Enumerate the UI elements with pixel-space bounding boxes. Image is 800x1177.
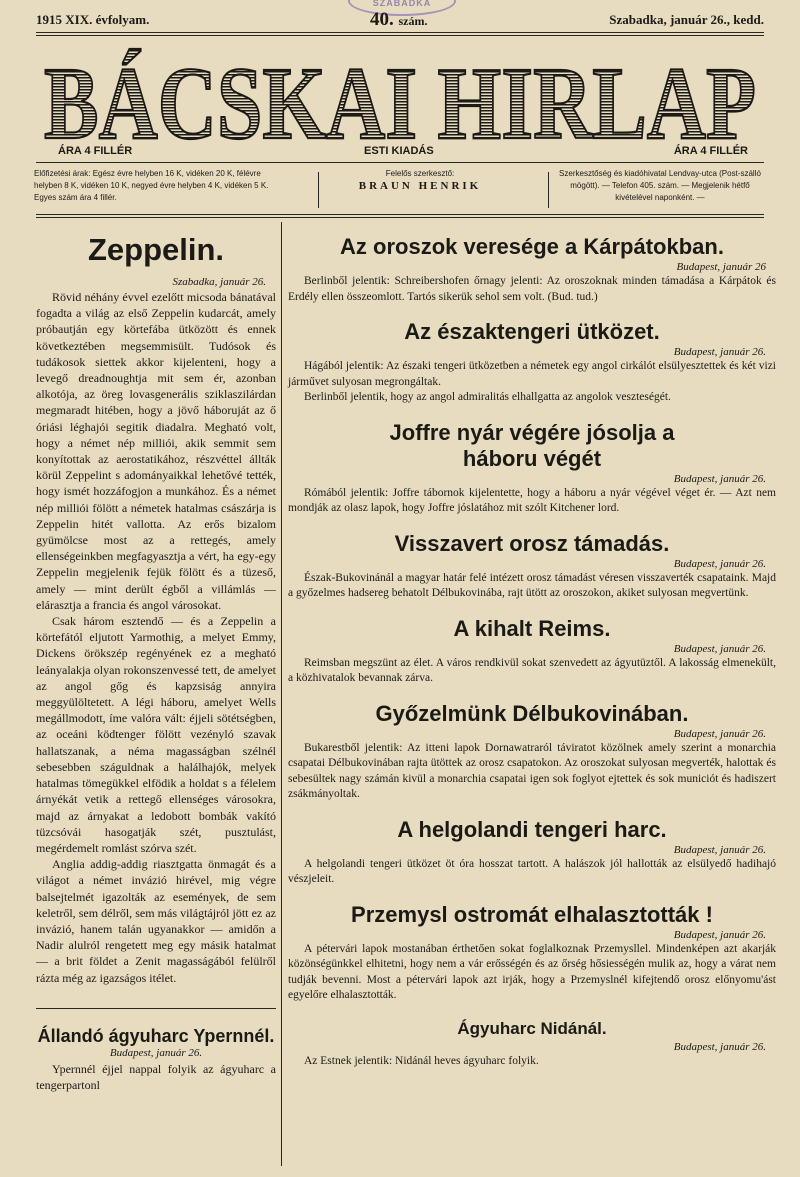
article-joffre — [288, 420, 776, 517]
article-paragraph: Anglia addig-addig riasztgatta önmagát és a világot a német invázió hirével, mig végre balsejtelmét igazolták az események, de sem keletről, sem délről, sem más világtájról jött ez az invázió, hanem talán ugyanakkor — amidőn a Nadir alulról rengetett meg egy másik hatalmat — a brit földet a Zenit magasságából felülről rázta még az igazságos itélet. — [36, 857, 276, 985]
rule-info — [36, 214, 764, 215]
rule-info-2 — [36, 217, 764, 218]
article-nida — [288, 1018, 776, 1070]
left-separator — [36, 1008, 276, 1009]
article-dateline: Budapest, január 26. — [673, 1040, 766, 1053]
article-paragraph: Bukarestből jelentik: Az itteni lapok Dornawatraról táviratot közölnek amely szerint a monarchia csapatai Délbukovinában rajta ütöttek az orosz csapatokon. Az oroszokat sulyosan megverték, halottak és sebesültek nagy számán kivül a monarchia csapatai igen sok foglyot ejtettek és sok municiót és hadiszert zsákmányoltak. — [288, 741, 776, 800]
article-visszavert — [288, 531, 776, 602]
column-separator — [281, 222, 282, 1166]
article-ypern — [36, 1025, 276, 1093]
article-przemysl — [288, 902, 776, 1004]
article-paragraph: Észak-Bukovinánál a magyar határ felé intézett orosz támadást véresen visszaverték csapataink. Majd a győzelmes hadsereg behatolt Délbukovinába, rajt ütött az oroszokon, akiket sulyosan megvertünk. — [288, 571, 776, 599]
article-title: Visszavert orosz támadás. — [394, 530, 670, 556]
article-title: Zeppelin. — [87, 232, 225, 267]
article-paragraph: Rómából jelentik: Joffre tábornok kijelentette, hogy a háboru a nyár végével véget ér. — Azt nem mondják az olasz lapok, hogy Joffre jóslatához mit szólt Kitchener lord. — [288, 486, 776, 514]
article-title: Joffre nyár végére jósolja a háboru végét — [389, 419, 675, 471]
editor-info — [320, 168, 520, 192]
office-info: Szerkesztőség és kiadóhivatal Lendvay-utca (Post-szálló mögött). — Telefon 405. szám. — Megjelenik hétfő kivételével naponként. — — [559, 169, 761, 202]
article-paragraph: A pétervári lapok mostanában érthetően sokat foglalkoznak Przemysllel. Mindenképen azt akarják közönségünkkel elhitetni, hogy nem a vár erősségén és az őrség hősiességén mulik az, hogy a várat nem tudják bevenni. Most a pétervári lapok azt irják, hogy a Przemyslnél kifejtendő orosz előnyomu'ást egyelőre elhalasztották. — [288, 942, 776, 1001]
masthead — [40, 38, 760, 146]
place-date: Szabadka, január 26., kedd. — [609, 12, 764, 27]
price-left: ÁRA 4 FILLÉR — [58, 145, 133, 157]
article-paragraph: Ypernnél éjjel nappal folyik az ágyuharc a tengerpartonl — [36, 1061, 276, 1092]
library-stamp: SZABADKA — [348, 0, 456, 16]
article-title: Állandó ágyuharc Ypernnél. — [37, 1025, 275, 1046]
article-title: A kihalt Reims. — [453, 615, 611, 641]
article-dateline: Budapest, január 26. — [673, 727, 766, 740]
right-column — [288, 234, 776, 1083]
article-dateline: Budapest, január 26. — [673, 642, 766, 655]
article-title: A helgolandi tengeri harc. — [397, 816, 667, 842]
article-dateline: Szabadka, január 26. — [172, 276, 266, 288]
subscription-info: Előfizetési árak: Egész évre helyben 16 K, vidéken 20 K, félévre helyben 8 K, vidéken 10 K, negyed évre helyben 4 K, vidéken 5 K. Egyes szám ára 4 fillér. — [34, 169, 269, 202]
rule-top — [36, 32, 764, 33]
price-right: ÁRA 4 FILLÉR — [673, 145, 748, 157]
article-title: Przemysl ostromát elhalasztották ! — [351, 901, 713, 927]
article-title: Győzelmünk Délbukovinában. — [375, 700, 689, 726]
article-title: Az északtengeri ütközet. — [404, 319, 660, 344]
info-separator-1 — [318, 172, 319, 208]
article-paragraph: Hágából jelentik: Az északi tengeri ütközetben a németek egy angol cirkálót elsülyesztettek és két vizi járművet sulyosan megrongáltak. — [288, 360, 776, 388]
masthead-logo — [40, 38, 760, 146]
left-column — [36, 226, 276, 1107]
editor-label: Felelős szerkesztő: — [385, 169, 455, 178]
rule-edition — [36, 162, 764, 163]
masthead-title: BÁCSKAI HIRLAP — [44, 46, 756, 146]
article-dateline: Budapest, január 26. — [673, 557, 766, 570]
article-paragraph: Berlinből jelentik, hogy az angol admiralitás elhallgatta az angolok veszteségét. — [304, 391, 671, 403]
edition-bar — [36, 145, 764, 163]
edition-label: ESTI KIADÁS — [364, 145, 434, 157]
article-reims — [288, 616, 776, 687]
top-line — [36, 9, 764, 32]
article-title: Az oroszok veresége a Kárpátokban. — [340, 234, 724, 259]
editor-name: BRAUN HENRIK — [358, 180, 482, 192]
article-delbukovina — [288, 701, 776, 803]
article-dateline: Budapest, január 26. — [109, 1046, 203, 1059]
article-zeppelin — [36, 232, 276, 986]
info-bar — [34, 168, 766, 208]
article-karpatok — [288, 234, 776, 305]
article-dateline: Budapest, január 26. — [673, 472, 766, 485]
article-paragraph: A helgolandi tengeri ütközet öt óra hosszat tartott. A halászok jól hallották az elsülyedő hadihajó vészjeleit. — [288, 857, 776, 885]
article-paragraph: Berlinből jelentik: Schreibershofen őrnagy jelenti: Az oroszoknak minden támadása a Kárpátok és Erdély ellen összeomlott. Tartós sikerük sehol sem volt. (Bud. tud.) — [288, 275, 776, 303]
article-eszaktenger — [288, 319, 776, 406]
article-dateline: Budapest, január 26. — [673, 346, 766, 358]
info-separator-2 — [548, 172, 549, 208]
issue-number: 40. szám. — [370, 9, 428, 30]
volume-label: 1915 XIX. évfolyam. — [36, 12, 150, 27]
article-paragraph: Rövid néhány évvel ezelőtt micsoda bánatával fogadta a világ az első Zeppelin kudarcát, amely próbautján egy körtefába ütközött és ennek következtében megsemmisült. Tudósok és tudákosok siettek akkor kijelenteni, hogy a levegő dreadnoughtja mit sem ér, azonban alkotója, az öreg lovasgenerális sziklaszilárdan megmaradt hitében, hogy a jövő háboruját az ő óriási léghajói segitik diadalra. Megható volt, hogy a német nép milliói, akik semmit sem konyítottak az aerostatikához, részvéttel állták körül Zeppelint s adományaikkal lehetővé tették, hogy ismét hozzáfogjon a munkához. És a német nép milliói fölött a németek hatalmas császárja is Zeppelin hitét vallotta. Az erős bizalom gyümölcse most az a rettegés, amely ellenségeinkben megfagyasztja a vért, ha egy-egy Zeppelin megjelenik fejük fölött és a tüzeső, amely — mint derült égből a villámlás — elárasztja a francia és angol városokat. — [36, 290, 276, 612]
article-helgoland — [288, 817, 776, 888]
article-title: Ágyuharc Nidánál. — [457, 1018, 607, 1038]
article-dateline: Budapest, január 26. — [673, 843, 766, 856]
article-paragraph: Reimsban megszünt az élet. A város rendkivül sokat szenvedett az ágyutüztől. A lakosság elmenekült, a közhivatalok bevannak zárva. — [288, 656, 776, 684]
article-paragraph: Csak három esztendő — és a Zeppelin a körtefától eljutott Yarmothig, a melyet Emmy, Dickens örökszép regényének ez a megható leányalakja olyan rokonszenvessé tett, de amelyet az angol gőg és kapzsiság annyira meggyülöltetett. A légi háboru, amelyet Wells megállmodott, íme valóra vált: éjjeli sötétségben, az oceáni ködtenger fölött vezényló szavak hallatszanak, a néma magasságban szélnél sebesebben száguldnak a halálhajók, melyek hatalmas tömegükkel elfödik a holdat s a félelem árnyékát vetik a rettegő ellenséges városokra, majd az árnyakat a ledobott bombák vakító tüzcsóvái hasogatják szét, pusztulást, megérdemelt romlást szórva szét. — [36, 614, 276, 855]
article-paragraph: Az Estnek jelentik: Nidánál heves ágyuharc folyik. — [304, 1054, 539, 1067]
article-dateline: Budapest, január 26. — [673, 928, 766, 941]
rule-top-2 — [36, 35, 764, 36]
article-dateline: Budapest, január 26 — [676, 261, 766, 273]
